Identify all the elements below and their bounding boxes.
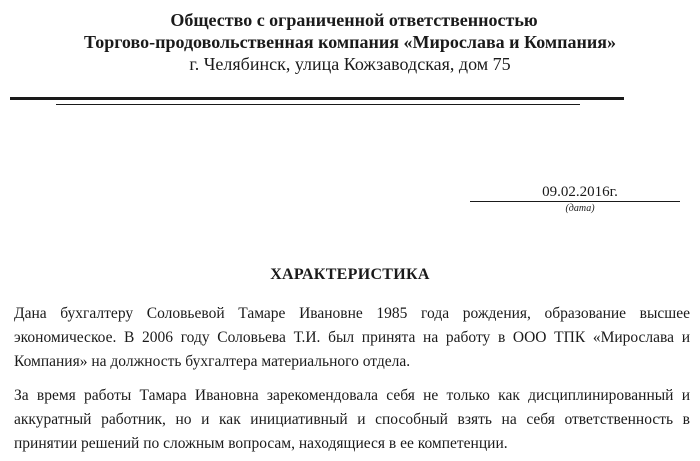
header-divider-thin [56,104,580,105]
paragraph-2-line: принятии решений по сложным вопросам, находящиеся в ее компетенции. [14,435,508,452]
org-name-line1: Общество с ограниченной ответственностью [170,10,538,30]
date-block [470,184,680,215]
paragraph-1-line: экономическое. В 2006 году Соловьева Т.И. был принята на работу в ООО ТПК «Мирослава и [14,329,690,346]
paragraph-1 [14,302,690,374]
paragraph-1-line: Дана бухгалтеру Соловьевой Тамаре Ивановне 1985 года рождения, образование высшее [14,305,690,322]
date-caption: (дата) [565,203,595,214]
paragraph-2-line: За время работы Тамара Ивановна зарекомендовала себя не только как дисциплинированный и [14,387,690,404]
date-underline [470,201,680,202]
date-value: 09.02.2016г. [542,184,618,200]
paragraph-2 [14,384,690,456]
org-address: г. Челябинск, улица Кожзаводская, дом 75 [189,54,511,74]
header-divider-thick [10,97,624,100]
paragraph-2-line: аккуратный работник, но и как инициативный и способный взять на себя ответственность в [14,411,690,428]
org-name-line2: Торгово-продовольственная компания «Мирослава и Компания» [84,32,616,52]
document-title: ХАРАКТЕРИСТИКА [270,266,430,283]
paragraph-1-line: Компания» на должность бухгалтера материального отдела. [14,353,411,370]
